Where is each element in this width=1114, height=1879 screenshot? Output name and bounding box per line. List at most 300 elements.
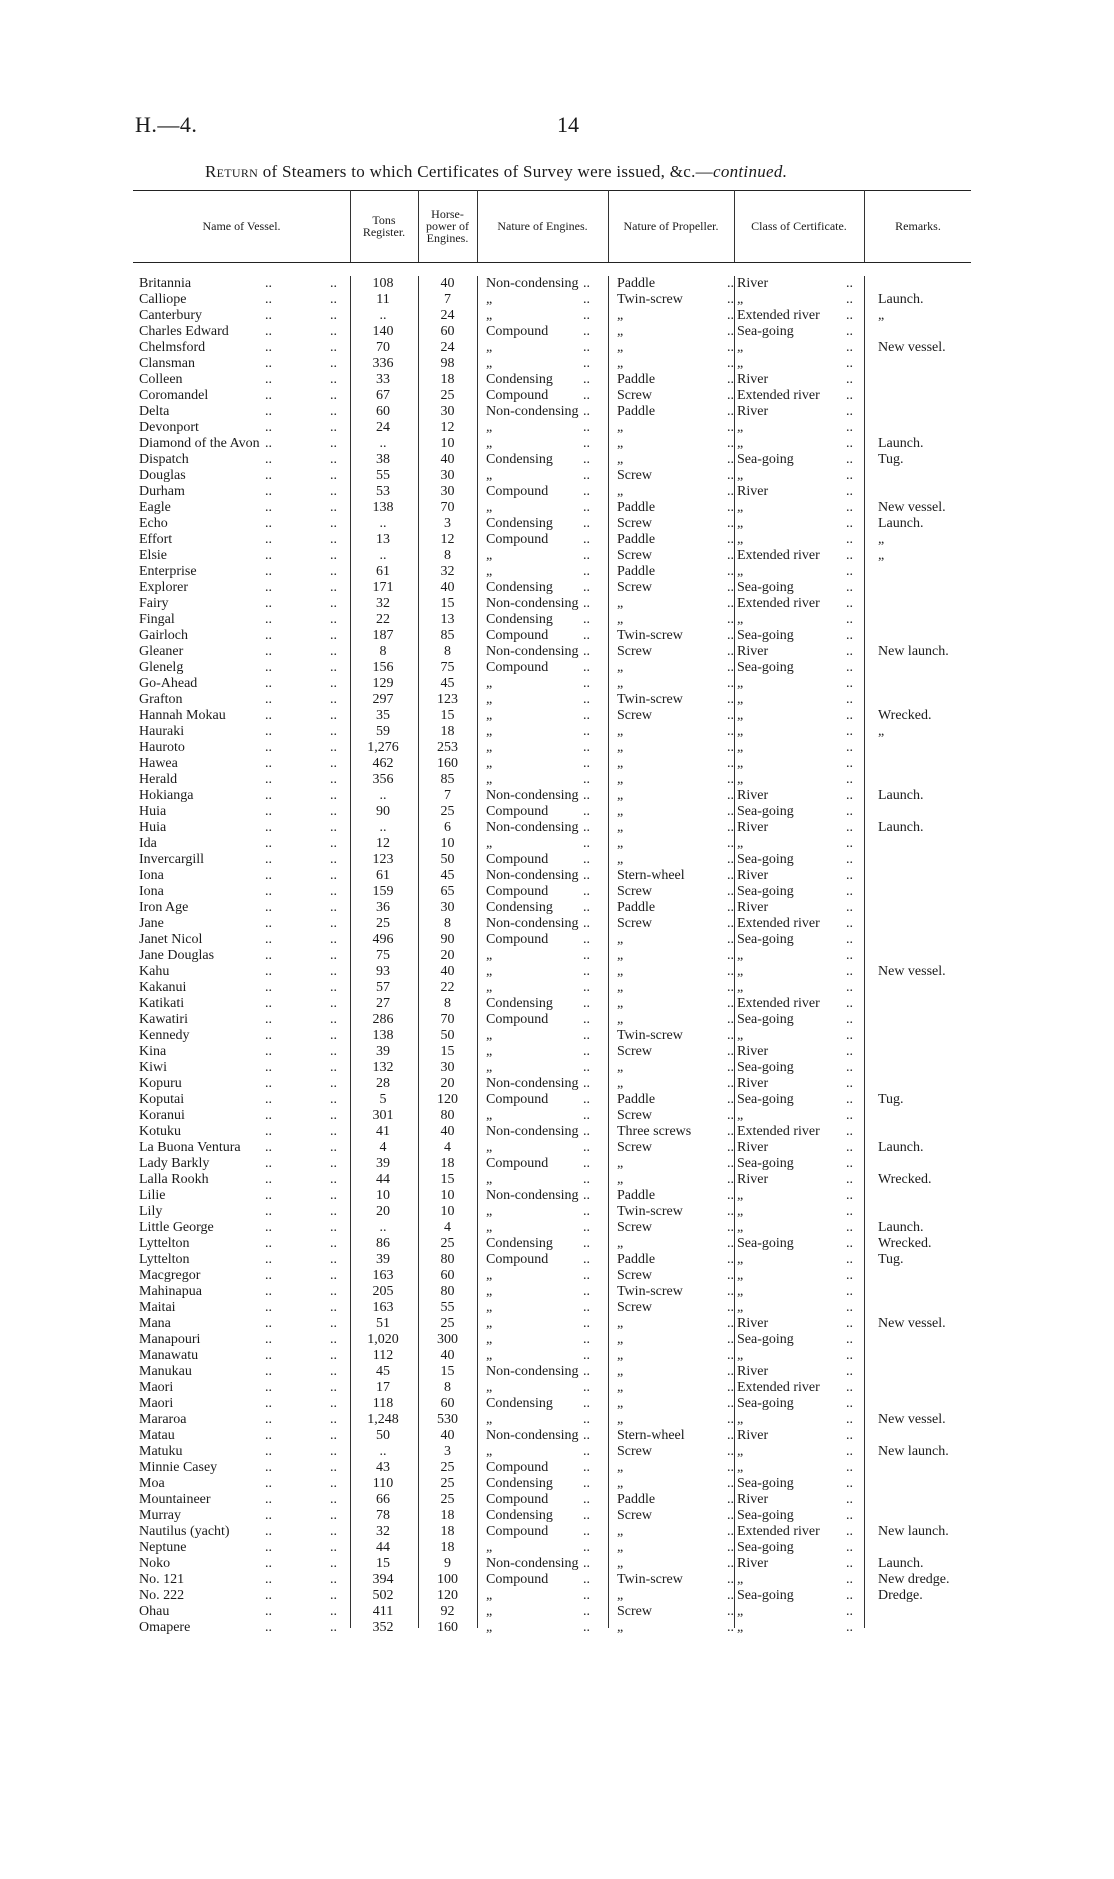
dot-leader: .. [727,1332,734,1347]
dot-leader: .. [265,948,272,963]
engine-nature: Condensing [486,1396,553,1411]
dot-leader: .. [583,292,590,307]
tons-register: 66 [376,1492,390,1507]
table-row [133,804,983,820]
certificate-class: Sea-going [737,452,794,467]
dot-leader: .. [727,740,734,755]
vessel-name: Glenelg [139,660,184,675]
engine-nature: Compound [486,1156,549,1171]
dot-leader: .. [330,484,337,499]
table-row [133,964,983,980]
dot-leader: .. [330,868,337,883]
horse-power: 100 [437,1572,458,1587]
dot-leader: .. [583,1252,590,1267]
dot-leader: .. [583,404,590,419]
table-row [133,388,983,404]
dot-leader: .. [265,468,272,483]
dot-leader: .. [265,1396,272,1411]
dot-leader: .. [727,276,734,291]
engine-nature: Non-condensing [486,1364,579,1379]
certificate-class: „ [737,1108,744,1123]
vessel-name: Grafton [139,692,183,707]
table-row [133,980,983,996]
tons-register: .. [379,436,387,451]
dot-leader: .. [727,1476,734,1491]
dot-leader: .. [846,1252,853,1267]
remarks: New launch. [878,1444,949,1459]
dot-leader: .. [330,628,337,643]
certificate-class: Sea-going [737,932,794,947]
engine-nature: Non-condensing [486,1076,579,1091]
dot-leader: .. [330,596,337,611]
certificate-class: Sea-going [737,1332,794,1347]
tons-register: .. [379,548,387,563]
vessel-name: Canterbury [139,308,202,323]
dot-leader: .. [727,340,734,355]
dot-leader: .. [727,1204,734,1219]
dot-leader: .. [330,324,337,339]
tons-register: 70 [376,340,390,355]
dot-leader: .. [846,1108,853,1123]
dot-leader: .. [265,1380,272,1395]
remarks: Launch. [878,1556,924,1571]
vessel-name: Macgregor [139,1268,201,1283]
certificate-class: „ [737,420,744,435]
dot-leader: .. [583,564,590,579]
table-row [133,516,983,532]
engine-nature: „ [486,1316,493,1331]
dot-leader: .. [583,1076,590,1091]
table-row [133,1332,983,1348]
propeller-nature: „ [617,820,624,835]
dot-leader: .. [265,580,272,595]
dot-leader: .. [727,1236,734,1251]
dot-leader: .. [330,1540,337,1555]
tons-register: 32 [376,596,390,611]
dot-leader: .. [265,324,272,339]
tons-register: 336 [372,356,394,371]
table-row [133,356,983,372]
tons-register: 4 [379,1140,387,1155]
dot-leader: .. [583,1444,590,1459]
horse-power: 9 [444,1556,451,1571]
dot-leader: .. [583,836,590,851]
dot-leader: .. [583,868,590,883]
horse-power: 50 [440,852,455,867]
vessel-table-body [133,276,983,1636]
dot-leader: .. [846,980,853,995]
dot-leader: .. [846,852,853,867]
dot-leader: .. [265,1284,272,1299]
vessel-name: Huia [139,804,167,819]
header-engines: Nature of Engines. [497,219,588,233]
horse-power: 24 [440,308,455,323]
dot-leader: .. [583,1364,590,1379]
dot-leader: .. [265,1492,272,1507]
certificate-class: River [737,900,769,915]
dot-leader: .. [727,532,734,547]
engine-nature: Non-condensing [486,1428,579,1443]
dot-leader: .. [583,772,590,787]
dot-leader: .. [583,1396,590,1411]
dot-leader: .. [330,1044,337,1059]
dot-leader: .. [846,372,853,387]
table-row [133,1300,983,1316]
table-row [133,1428,983,1444]
dot-leader: .. [330,1268,337,1283]
tons-register: 13 [376,532,390,547]
table-row [133,1556,983,1572]
tons-register: 78 [376,1508,390,1523]
dot-leader: .. [265,836,272,851]
certificate-class: River [737,1140,769,1155]
dot-leader: .. [846,548,853,563]
dot-leader: .. [846,996,853,1011]
dot-leader: .. [330,1204,337,1219]
vessel-name: Eagle [139,500,171,515]
dot-leader: .. [727,516,734,531]
propeller-nature: „ [617,1588,624,1603]
tons-register: 156 [372,660,394,675]
engine-nature: „ [486,420,493,435]
dot-leader: .. [727,308,734,323]
dot-leader: .. [265,1108,272,1123]
dot-leader: .. [583,916,590,931]
engine-nature: Condensing [486,516,553,531]
dot-leader: .. [330,404,337,419]
tons-register: 163 [372,1268,394,1283]
vessel-name: Delta [139,404,170,419]
dot-leader: .. [846,1412,853,1427]
tons-register: .. [379,788,387,803]
title-italic: continued. [712,162,788,181]
propeller-nature: Screw [617,1108,652,1123]
dot-leader: .. [727,948,734,963]
horse-power: 18 [440,1540,455,1555]
horse-power: 8 [444,996,451,1011]
dot-leader: .. [583,692,590,707]
engine-nature: „ [486,1172,493,1187]
dot-leader: .. [330,1028,337,1043]
horse-power: 253 [437,740,458,755]
horse-power: 7 [444,292,451,307]
dot-leader: .. [583,1316,590,1331]
engine-nature: „ [486,1348,493,1363]
engine-nature: Compound [486,484,549,499]
propeller-nature: Paddle [617,1252,656,1267]
certificate-class: „ [737,1284,744,1299]
vessel-name: Hauroto [139,740,185,755]
dot-leader: .. [727,468,734,483]
vessel-name: Mararoa [139,1412,187,1427]
dot-leader: .. [265,1364,272,1379]
dot-leader: .. [846,1396,853,1411]
tons-register: 11 [376,292,390,307]
propeller-nature: „ [617,308,624,323]
vessel-name: Kahu [139,964,170,979]
dot-leader: .. [846,1444,853,1459]
engine-nature: „ [486,676,493,691]
dot-leader: .. [727,500,734,515]
engine-nature: Condensing [486,1236,553,1251]
propeller-nature: Screw [617,884,652,899]
dot-leader: .. [846,1156,853,1171]
table-row [133,596,983,612]
vessel-name: Mahinapua [139,1284,202,1299]
table-row [133,308,983,324]
dot-leader: .. [265,788,272,803]
tons-register: 67 [376,388,390,403]
dot-leader: .. [846,1092,853,1107]
certificate-class: River [737,1492,769,1507]
dot-leader: .. [846,484,853,499]
dot-leader: .. [265,1444,272,1459]
propeller-nature: „ [617,836,624,851]
certificate-class: Sea-going [737,1156,794,1171]
vessel-name: Lyttelton [139,1252,190,1267]
tons-register: 138 [372,500,394,515]
engine-nature: Condensing [486,996,553,1011]
dot-leader: .. [265,1204,272,1219]
engine-nature: „ [486,836,493,851]
certificate-class: Sea-going [737,660,794,675]
propeller-nature: „ [617,932,624,947]
vessel-name: Janet Nicol [139,932,203,947]
propeller-nature: Screw [617,580,652,595]
dot-leader: .. [583,1092,590,1107]
vessel-name: La Buona Ventura [139,1140,241,1155]
dot-leader: .. [330,388,337,403]
engine-nature: Condensing [486,452,553,467]
table-row [133,580,983,596]
dot-leader: .. [583,1604,590,1619]
dot-leader: .. [846,628,853,643]
dot-leader: .. [265,532,272,547]
vessel-name: Fairy [139,596,169,611]
dot-leader: .. [846,788,853,803]
tons-register: .. [379,1220,387,1235]
horse-power: 7 [444,788,451,803]
dot-leader: .. [265,964,272,979]
propeller-nature: „ [617,324,624,339]
horse-power: 60 [440,1396,455,1411]
engine-nature: „ [486,340,493,355]
dot-leader: .. [265,1460,272,1475]
tons-register: 61 [376,564,390,579]
dot-leader: .. [583,660,590,675]
dot-leader: .. [265,1060,272,1075]
page-number: 14 [557,112,579,137]
tons-register: 394 [372,1572,394,1587]
engine-nature: „ [486,1540,493,1555]
dot-leader: .. [330,1156,337,1171]
vessel-name: Enterprise [139,564,197,579]
propeller-nature: Screw [617,1508,652,1523]
table-row [133,724,983,740]
tons-register: 57 [376,980,390,995]
table-row [133,820,983,836]
table-row [133,532,983,548]
dot-leader: .. [846,276,853,291]
dot-leader: .. [265,628,272,643]
remarks: New dredge. [878,1572,950,1587]
table-row [133,708,983,724]
tons-register: 5 [379,1092,387,1107]
dot-leader: .. [265,1348,272,1363]
dot-leader: .. [727,1444,734,1459]
dot-leader: .. [265,996,272,1011]
vessel-name: Go-Ahead [139,676,198,691]
table-row [133,1604,983,1620]
dot-leader: .. [727,964,734,979]
dot-leader: .. [583,804,590,819]
certificate-class: „ [737,756,744,771]
dot-leader: .. [727,1092,734,1107]
dot-leader: .. [330,1364,337,1379]
dot-leader: .. [846,468,853,483]
dot-leader: .. [727,1508,734,1523]
dot-leader: .. [727,644,734,659]
propeller-nature: „ [617,948,624,963]
propeller-nature: „ [617,340,624,355]
dot-leader: .. [846,820,853,835]
dot-leader: .. [846,612,853,627]
propeller-nature: „ [617,1172,624,1187]
engine-nature: „ [486,1412,493,1427]
table-row [133,324,983,340]
engine-nature: „ [486,1060,493,1075]
dot-leader: .. [846,916,853,931]
certificate-class: Sea-going [737,1060,794,1075]
dot-leader: .. [846,740,853,755]
dot-leader: .. [583,356,590,371]
certificate-class: River [737,1044,769,1059]
tons-register: 50 [376,1428,390,1443]
tons-register: 297 [372,692,394,707]
dot-leader: .. [727,788,734,803]
dot-leader: .. [265,820,272,835]
vessel-name: Hannah Mokau [139,708,226,723]
tons-register: 171 [372,580,394,595]
engine-nature: Non-condensing [486,644,579,659]
tons-register: 41 [376,1124,390,1139]
engine-nature: „ [486,1444,493,1459]
dot-leader: .. [330,1508,337,1523]
dot-leader: .. [265,1508,272,1523]
horse-power: 90 [440,932,455,947]
propeller-nature: Screw [617,1604,652,1619]
vessel-name: Charles Edward [139,324,229,339]
dot-leader: .. [583,820,590,835]
engine-nature: „ [486,1028,493,1043]
dot-leader: .. [265,548,272,563]
certificate-class: River [737,1556,769,1571]
table-row [133,1412,983,1428]
certificate-class: Sea-going [737,852,794,867]
dot-leader: .. [846,1188,853,1203]
certificate-class: „ [737,436,744,451]
dot-leader: .. [265,596,272,611]
dot-leader: .. [727,1348,734,1363]
dot-leader: .. [727,596,734,611]
engine-nature: „ [486,1284,493,1299]
vessel-name: Ida [139,836,157,851]
certificate-class: „ [737,1604,744,1619]
dot-leader: .. [727,484,734,499]
certificate-class: „ [737,468,744,483]
certificate-class: Sea-going [737,580,794,595]
certificate-class: Extended river [737,388,820,403]
certificate-class: River [737,484,769,499]
header-remarks: Remarks. [895,219,941,233]
dot-leader: .. [727,452,734,467]
propeller-nature: Screw [617,1268,652,1283]
engine-nature: „ [486,1268,493,1283]
horse-power: 32 [440,564,455,579]
dot-leader: .. [727,1140,734,1155]
dot-leader: .. [727,1380,734,1395]
certificate-class: „ [737,1620,744,1635]
tons-register: 352 [372,1620,394,1635]
certificate-class: Extended river [737,916,820,931]
table-row [133,1396,983,1412]
vessel-name: Omapere [139,1620,191,1635]
horse-power: 160 [437,756,458,771]
dot-leader: .. [330,884,337,899]
vessel-name: Kennedy [139,1028,190,1043]
tons-register: 38 [376,452,390,467]
horse-power: 12 [440,532,455,547]
certificate-class: River [737,788,769,803]
dot-leader: .. [727,980,734,995]
dot-leader: .. [265,308,272,323]
dot-leader: .. [846,1300,853,1315]
dot-leader: .. [727,1316,734,1331]
dot-leader: .. [846,404,853,419]
engine-nature: Compound [486,1252,549,1267]
tons-register: 35 [376,708,390,723]
dot-leader: .. [727,1428,734,1443]
engine-nature: „ [486,1604,493,1619]
table-row [133,1348,983,1364]
certificate-class: „ [737,740,744,755]
vessel-name: Durham [139,484,185,499]
certificate-class: River [737,372,769,387]
dot-leader: .. [846,1332,853,1347]
dot-leader: .. [846,292,853,307]
engine-nature: „ [486,564,493,579]
certificate-class: River [737,1316,769,1331]
dot-leader: .. [330,1220,337,1235]
vessel-name: Lady Barkly [139,1156,210,1171]
dot-leader: .. [727,1588,734,1603]
engine-nature: „ [486,708,493,723]
remarks: Tug. [878,1252,904,1267]
vessel-name: Lyttelton [139,1236,190,1251]
certificate-class: „ [737,1412,744,1427]
horse-power: 85 [440,628,455,643]
dot-leader: .. [583,1620,590,1635]
dot-leader: .. [330,1332,337,1347]
engine-nature: „ [486,692,493,707]
propeller-nature: Stern-wheel [617,1428,685,1443]
certificate-class: „ [737,948,744,963]
engine-nature: Condensing [486,1508,553,1523]
certificate-class: „ [737,612,744,627]
dot-leader: .. [727,1172,734,1187]
dot-leader: .. [265,404,272,419]
certificate-class: „ [737,1188,744,1203]
